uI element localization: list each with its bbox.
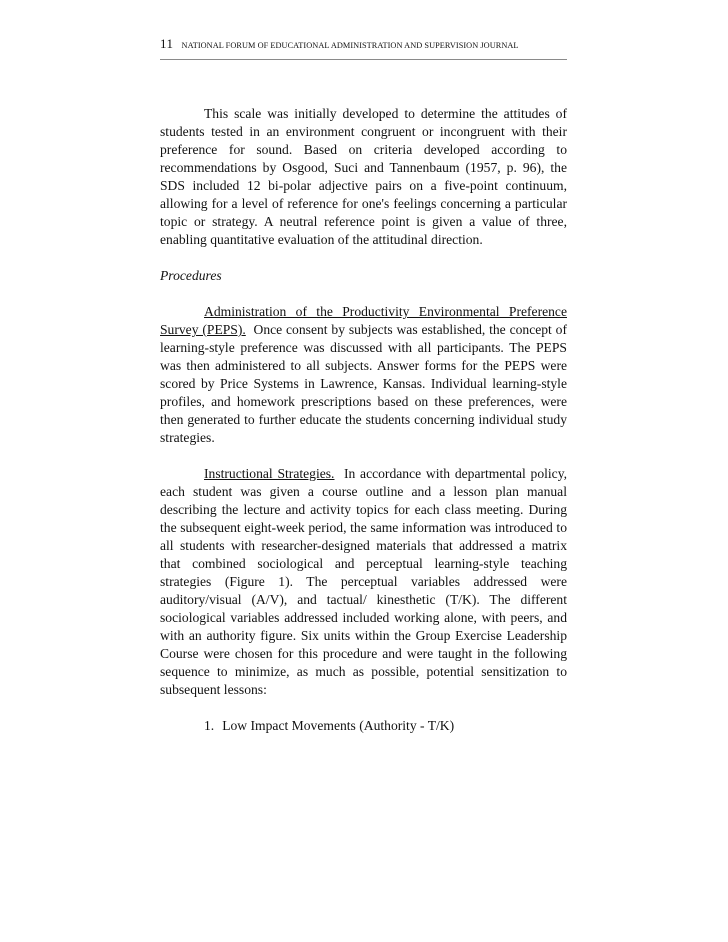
- list-item: [160, 717, 567, 735]
- paragraph-peps-title: Administration of the Productivity Environmental Preference Survey (PEPS).: [160, 304, 567, 337]
- article-body: [160, 105, 567, 735]
- paragraph-peps-text: Once consent by subjects was established, the concept of learning-style preference was discussed with all participants. The PEPS was then administered to all subjects. Answer forms for the PEPS were scored by Price Systems in Lawrence, Kansas. Individual learning-style profiles, and homework prescriptions based on these preferences, were then generated to further educate the students concerning individual study strategies.: [160, 322, 568, 445]
- paragraph-strategies-text: In accordance with departmental policy, each student was given a course outline and a lesson plan manual describing the lecture and activity topics for each class meeting. During the subsequent eight-week period, the same information was introduced to all students with researcher-designed materials that addressed a matrix that combined sociological and perceptual learning-style teaching strategies (Figure 1). The perceptual variables addressed were auditory/visual (A/V), and tactual/ kinesthetic (T/K). The different sociological variables addressed included working alone, with peers, and with an authority figure. Six units within the Group Exercise Leadership Course were chosen for this procedure and were taught in the following sequence to minimize, as much as possible, potential sensitization to subsequent lessons:: [160, 466, 568, 697]
- page: [160, 36, 567, 735]
- paragraph-instructional-strategies: [160, 465, 567, 699]
- journal-title: NATIONAL FORUM OF EDUCATIONAL ADMINISTRATION AND SUPERVISION JOURNAL: [181, 41, 519, 50]
- list-item-number: 1.: [204, 718, 215, 733]
- paragraph-sds-description: This scale was initially developed to determine the attitudes of students tested in an environment congruent or incongruent with their preference for sound. Based on criteria developed according to recommendations by Osgood, Suci and Tannenbaum (1957, p. 96), the SDS included 12 bi-polar adjective pairs on a five-point continuum, allowing for a level of reference for one's feelings concerning a particular topic or strategy. A neutral reference point is given a value of three, enabling quantitative evaluation of the attitudinal direction.: [160, 106, 567, 247]
- running-header: [160, 36, 567, 60]
- page-number: 11: [160, 36, 174, 51]
- section-heading-procedures: Procedures: [160, 268, 222, 283]
- paragraph-peps-administration: [160, 303, 567, 447]
- paragraph-strategies-title: Instructional Strategies.: [204, 466, 335, 481]
- list-item-text: Low Impact Movements (Authority - T/K): [222, 718, 455, 733]
